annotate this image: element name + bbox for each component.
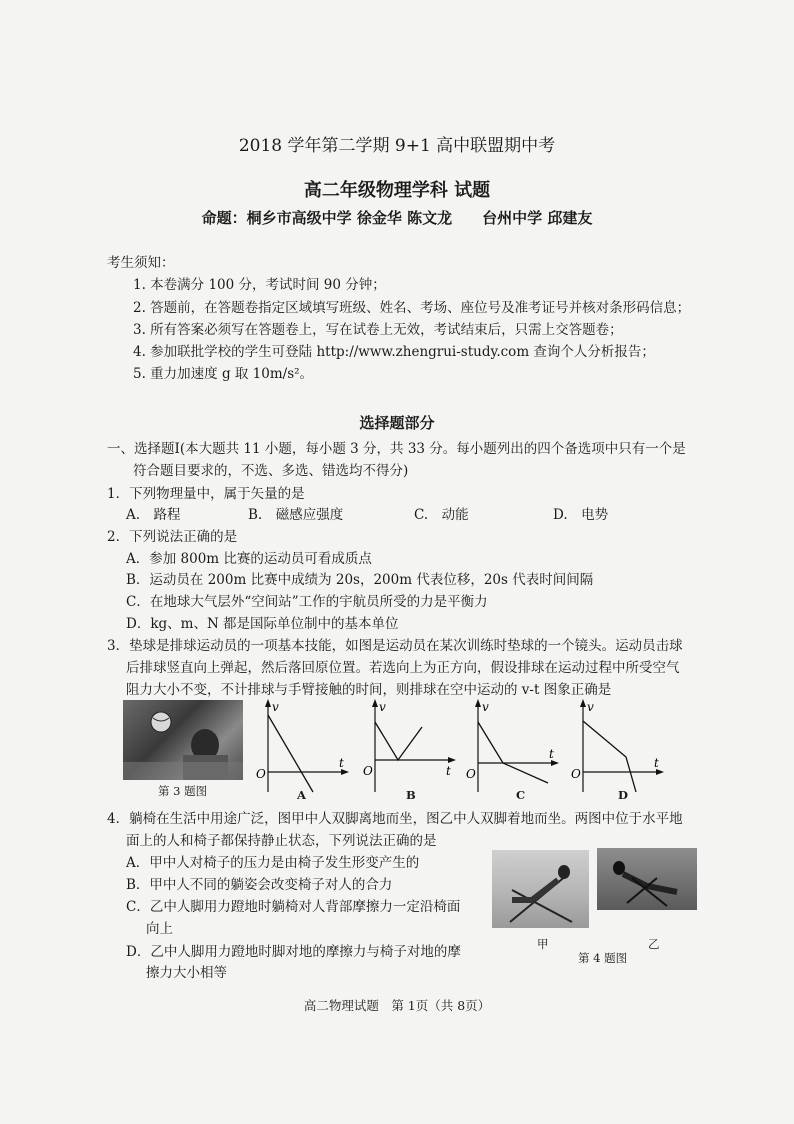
q4-option-d-cont: 擦力大小相等 — [146, 965, 227, 981]
q3-stem: 3．垫球是排球运动员的一项基本技能，如图是运动员在某次训练时垫球的一个镜头。运动员击球 — [107, 638, 683, 654]
notice-label: 考生须知： — [107, 255, 175, 271]
axis-v-label: v — [379, 700, 386, 714]
graph-label-d: D — [618, 788, 628, 802]
q1-stem: 1．下列物理量中，属于矢量的是 — [107, 486, 305, 502]
axis-v-label: v — [482, 700, 489, 714]
q4-figure-caption: 第 4 题图 — [578, 951, 628, 965]
vt-graph-c — [463, 697, 563, 797]
recliner-photo-jia — [492, 850, 589, 928]
vt-graph-b — [360, 697, 460, 797]
q1-option-a: A. 路程 — [126, 507, 181, 523]
q4-stem-cont: 面上的人和椅子都保持静止状态，下列说法正确的是 — [126, 833, 437, 849]
q2-option-c: C．在地球大气层外“空间站”工作的宇航员所受的力是平衡力 — [126, 594, 488, 610]
notice-item: 2. 答题前，在答题卷指定区域填写班级、姓名、考场、座位号及准考证号并核对条形码信息； — [133, 300, 691, 316]
notice-item: 5. 重力加速度 g 取 10m/s²。 — [133, 366, 314, 382]
section-title: 选择题部分 — [359, 414, 435, 432]
axis-v-label: v — [587, 700, 594, 714]
photo-label-yi: 乙 — [648, 937, 660, 951]
vt-graph-d — [568, 697, 668, 797]
q4-option-c: C．乙中人脚用力蹬地时躺椅对人背部摩擦力一定沿椅面 — [126, 899, 461, 915]
q2-option-d: D．kg、m、N 都是国际单位制中的基本单位 — [126, 616, 399, 632]
graph-label-c: C — [516, 788, 526, 802]
q2-option-b: B．运动员在 200m 比赛中成绩为 20s，200m 代表位移，20s 代表时间间隔 — [126, 572, 594, 588]
axis-v-label: v — [272, 700, 279, 714]
vt-graph-a — [253, 697, 353, 797]
notice-item: 1. 本卷满分 100 分，考试时间 90 分钟； — [133, 277, 386, 293]
q4-option-a: A．甲中人对椅子的压力是由椅子发生形变产生的 — [126, 855, 420, 871]
q3-stem-cont: 后排球竖直向上弹起，然后落回原位置。若选向上为正方向，假设排球在运动过程中所受空气 — [126, 660, 680, 676]
origin-label: O — [466, 767, 476, 781]
q1-option-b: B. 磁感应强度 — [248, 507, 344, 523]
exam-title: 2018 学年第二学期 9+1 高中联盟期中考 — [238, 136, 556, 156]
notice-item: 4. 参加联批学校的学生可登陆 http://www.zhengrui-study.com 查询个人分析报告； — [133, 344, 655, 360]
origin-label: O — [571, 767, 581, 781]
axis-t-label: t — [446, 764, 451, 778]
axis-t-label: t — [654, 756, 659, 770]
origin-label: O — [256, 767, 266, 781]
q3-figure-caption: 第 3 题图 — [158, 784, 208, 798]
volleyball-photo — [123, 700, 243, 780]
q1-option-d: D. 电势 — [553, 507, 609, 523]
q2-option-a: A．参加 800m 比赛的运动员可看成质点 — [126, 551, 372, 567]
recliner-photo-yi — [597, 848, 697, 910]
graph-label-a: A — [297, 788, 306, 802]
part1-instructions: 一、选择题Ⅰ(本大题共 11 小题，每小题 3 分，共 33 分。每小题列出的四个备选项中只有一个是 — [107, 441, 686, 457]
graph-label-b: B — [406, 788, 416, 802]
part1-instructions-cont: 符合题目要求的，不选、多选、错选均不得分) — [133, 463, 409, 479]
axis-t-label: t — [549, 747, 554, 761]
q4-stem: 4．躺椅在生活中用途广泛，图甲中人双脚离地而坐，图乙中人双脚着地而坐。两图中位于水平地 — [107, 811, 683, 827]
exam-subtitle: 高二年级物理学科 试题 — [303, 180, 491, 201]
q2-stem: 2．下列说法正确的是 — [107, 529, 238, 545]
axis-t-label: t — [339, 756, 344, 770]
q4-option-c-cont: 向上 — [146, 921, 173, 937]
page-footer: 高二物理试题 第 1页（共 8页） — [303, 998, 491, 1013]
q4-option-b: B．甲中人不同的躺姿会改变椅子对人的合力 — [126, 877, 393, 893]
notice-item: 3. 所有答案必须写在答题卷上，写在试卷上无效，考试结束后，只需上交答题卷； — [133, 322, 623, 338]
q4-option-d: D．乙中人脚用力蹬地时脚对地的摩擦力与椅子对地的摩 — [126, 944, 461, 960]
origin-label: O — [363, 764, 373, 778]
exam-authors: 命题：桐乡市高级中学 徐金华 陈文龙 台州中学 邱建友 — [201, 209, 593, 227]
photo-label-jia: 甲 — [537, 937, 549, 951]
q3-stem-cont: 阻力大小不变，不计排球与手臂接触的时间，则排球在空中运动的 v-t 图象正确是 — [126, 682, 612, 698]
q1-option-c: C. 动能 — [414, 507, 469, 523]
